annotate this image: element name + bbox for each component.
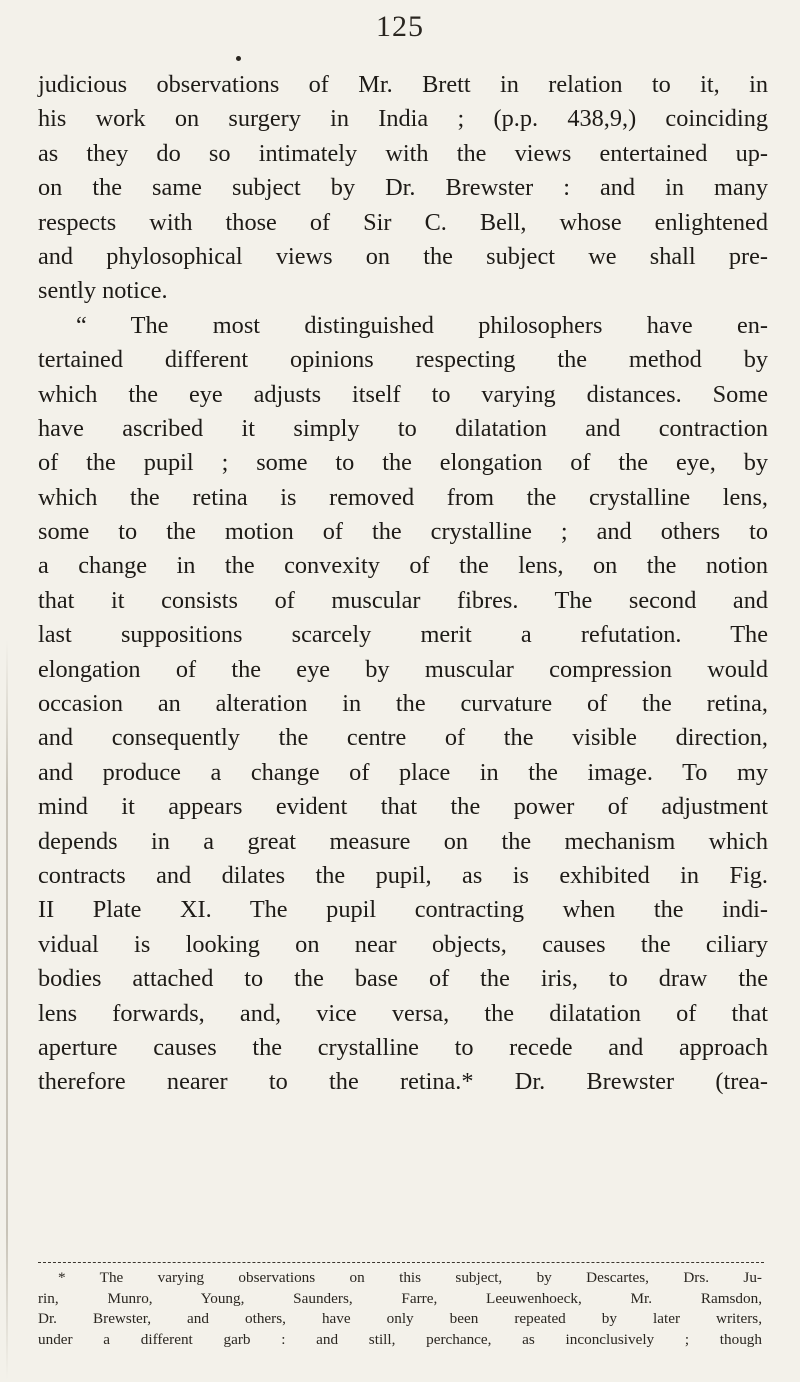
text-line: and produce a change of place in the image. To my bbox=[38, 758, 768, 786]
text-line: have ascribed it simply to dilatation and contraction bbox=[38, 414, 768, 442]
page-number: 125 bbox=[376, 10, 424, 43]
text-line: which the eye adjusts itself to varying distances. Some bbox=[38, 380, 768, 408]
text-line: bodies attached to the base of the iris, to draw the bbox=[38, 965, 768, 993]
text-line: as they do so intimately with the views entertained up- bbox=[38, 139, 768, 167]
text-line: contracts and dilates the pupil, as is exhibited in Fig. bbox=[38, 861, 768, 889]
text-line: occasion an alteration in the curvature of the retina, bbox=[38, 690, 768, 718]
text-line: of the pupil ; some to the elongation of the eye, by bbox=[38, 449, 768, 477]
text-line: some to the motion of the crystalline ; and others to bbox=[38, 518, 768, 546]
footnote-block bbox=[38, 1268, 762, 1350]
text-line: sently notice. bbox=[38, 277, 168, 305]
text-line: therefore nearer to the retina.* Dr. Brewster (trea- bbox=[38, 1068, 768, 1096]
text-line: elongation of the eye by muscular compression would bbox=[38, 655, 768, 683]
printer-mark bbox=[236, 56, 241, 61]
text-line: and consequently the centre of the visible direction, bbox=[38, 724, 768, 752]
text-line: vidual is looking on near objects, causes the ciliary bbox=[38, 930, 768, 958]
text-line: and phylosophical views on the subject we shall pre- bbox=[38, 242, 768, 270]
text-line: lens forwards, and, vice versa, the dilatation of that bbox=[38, 999, 768, 1027]
text-line: his work on surgery in India ; (p.p. 438,9,) coinciding bbox=[38, 105, 768, 133]
text-line: mind it appears evident that the power of adjustment bbox=[38, 793, 768, 821]
text-line: respects with those of Sir C. Bell, whose enlightened bbox=[38, 208, 768, 236]
text-line: aperture causes the crystalline to recede and approach bbox=[38, 1033, 768, 1061]
text-line: depends in a great measure on the mechanism which bbox=[38, 827, 768, 855]
footnote-line: under a different garb : and still, perchance, as inconclusively ; though bbox=[38, 1330, 762, 1348]
text-line: II Plate XI. The pupil contracting when the indi- bbox=[38, 896, 768, 924]
text-line: which the retina is removed from the crystalline lens, bbox=[38, 483, 768, 511]
page-edge-shadow bbox=[6, 640, 8, 1380]
text-line: “ The most distinguished philosophers have en- bbox=[76, 311, 768, 339]
text-line: judicious observations of Mr. Brett in relation to it, in bbox=[38, 71, 768, 98]
text-line: that it consists of muscular fibres. The second and bbox=[38, 586, 768, 614]
text-line: last suppositions scarcely merit a refutation. The bbox=[38, 621, 768, 649]
text-line: tertained different opinions respecting the method by bbox=[38, 346, 768, 374]
text-line: a change in the convexity of the lens, on the notion bbox=[38, 552, 768, 580]
footnote-rule bbox=[38, 1262, 764, 1263]
footnote-line: Dr. Brewster, and others, have only been repeated by later writers, bbox=[38, 1310, 762, 1327]
main-text bbox=[38, 68, 768, 1100]
footnote-line: rin, Munro, Young, Saunders, Farre, Leeuwenhoeck, Mr. Ramsdon, bbox=[38, 1289, 762, 1307]
footnote-line: * The varying observations on this subject, by Descartes, Drs. Ju- bbox=[58, 1269, 762, 1286]
text-line: on the same subject by Dr. Brewster : and in many bbox=[38, 174, 768, 202]
